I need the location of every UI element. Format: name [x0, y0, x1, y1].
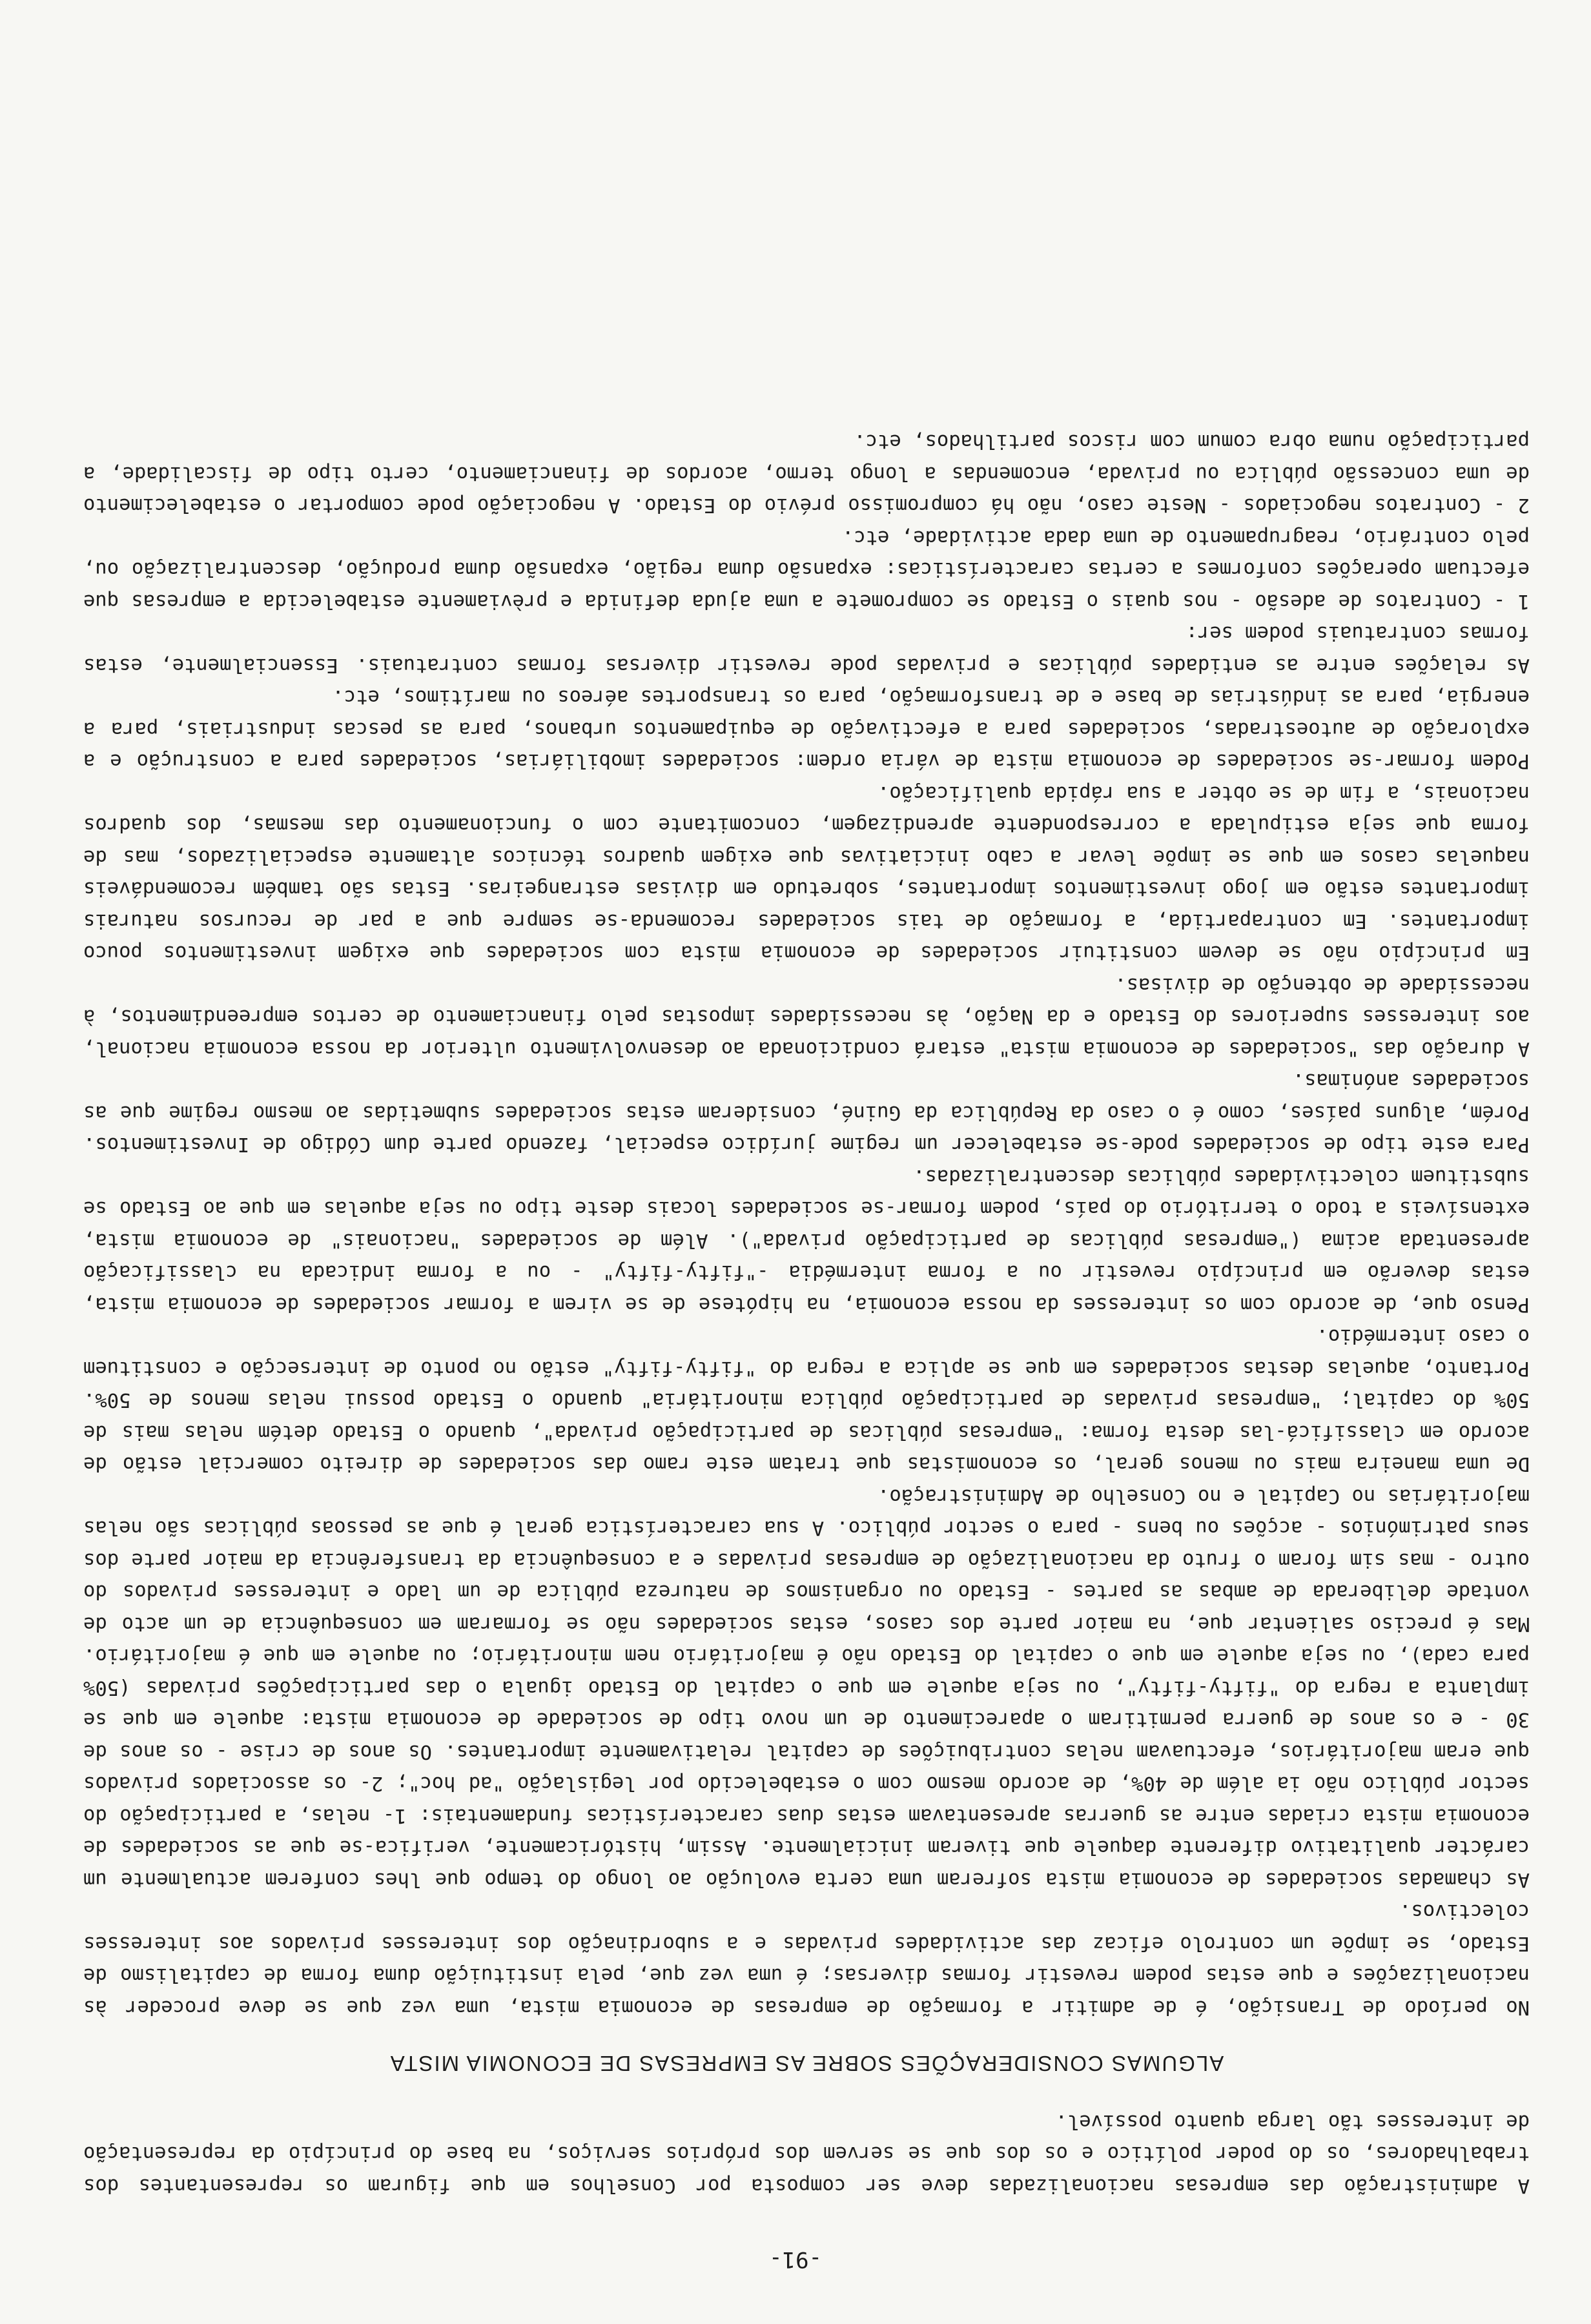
paragraph-adhesion-contracts: 1 - Contratos de adesão - nos quais o Estado se compromete a uma ajuda definida e prèviamente estabelecida a empresas que efectuam operações conformes a certas características: expansão duma região, expansão duma produção, descentralização ou, pelo contrário, reagrupamento de uma dada actividade, etc.: [83, 526, 1530, 613]
paragraph-classification: De uma maneira mais ou menos geral, os economistas que tratam este ramo das sociedades de direito comercial estão de acordo em classificá-las desta forma: "empresas públicas de participação privada", quando o Estado detém nelas mais de 50% do capital; "empresas privadas de participação pública minoritária" quando o Estado possui nelas menos de 50%. Portanto, aquelas destas sociedades em que se aplica a regra do "fifty-fifty" estão no ponto de intersecção e constituem o caso intermédio.: [83, 1325, 1530, 1476]
intro-paragraph: A administração das empresas nacionalizadas deve ser composta por Conselhos em que figuram os representantes dos trabalhadores, os do poder político e os dos que se servem dos próprios serviços, na base do princípio da representação de interesses tão larga quanto possível.: [83, 2110, 1530, 2197]
paragraph-negotiated-contracts: 2 - Contratos negociados - Neste caso, não há compromisso prévio do Estado. A negociação pode comportar o estabelecimento de uma concessão pública ou privada, encomendas a longo termo, acordos de financiamento, certo tipo de fiscalidade, a participação numa obra comum com riscos partilhados, etc.: [83, 430, 1530, 517]
paragraph-history: As chamadas sociedades de economia mista sofreram uma certa evolução ao longo do tempo que lhes conferem actualmente um carácter qualitativo diferente daquele que tiveram inicialmente. Assim, históricamente, verifica-se que as sociedades de economia mista criadas entre as guerras apresentavam estas duas características fundamentais: 1- nelas, a participação do sector público não ia além de 40%, de acordo mesmo com o estabelecido por legislação "ad hoc"; 2- os associados privados que eram majoritários, efectuavam nelas contribuições de capital relativamente importantes. Os anos de crise - os anos de 30 - e os anos de guerra permitiram o aparecimento de um novo tipo de sociedade de economia mista: aquele em que se implanta a regra do "fifty-fifty", ou seja aquele em que o capital do Estado iguala o das participações privadas (50% para cada), ou seja aquele em que o capital do Estado não é majoritário nem minoritário; ou aquele em que é majoritário. Mas é preciso salientar que, na maior parte dos casos, estas sociedades não se formaram em consequência de um acto de vontade deliberada de ambas as partes - Estado ou organismos de natureza pública de um lado e interesses privados do outro - mas sim foram o fruto da nacionalização de empresas privadas e a consequência da transferência da maior parte dos seus patrimónios - acções ou bens - para o sector público. A sua característica geral é que as pessoas públicas são nelas majoritárias no Capital e no Conselho de Administração.: [83, 1485, 1530, 1891]
paragraph-types: Podem formar-se sociedades de economia mista de vária ordem: sociedades imobiliárias, sociedades para a construção e a exploração de autoestradas, sociedades para a efectivação de equipamentos urbanos, para as pescas industriais, para a energia, para as indústrias de base e de transformação, para os transportes aéreos ou marítimos, etc.: [83, 686, 1530, 773]
paragraph-legal-regime: Para este tipo de sociedades pode-se estabelecer um regime jurídico especial, fazendo parte dum Código de Investimentos. Porém, alguns países, como é o caso da República da Guiné, consideram estas sociedades submetidas ao mesmo regime que as sociedades anónimas.: [83, 1069, 1530, 1156]
paragraph-transition: No período de Transição, é de admitir a formação de empresas de economia mista, uma vez que se deve proceder às nacionalizações e que estas podem revestir formas diversas; é uma vez que, pela instituição duma forma de capitalismo de Estado, se impõe um controlo eficaz das actividades privadas e a subordinação dos interesses privados aos interesses colectivos.: [83, 1900, 1530, 2019]
paragraph-principles: Em princípio não se devem constituir sociedades de economia mista com sociedades que exigem investimentos pouco importantes. Em contrapartida, a formação de tais sociedades recomenda-se sempre que a par de recursos naturais importantes estão em jogo investimentos importantes, sobretudo em divisas estrangeiras. Estas são também recomendáveis naquelas casos em que se impõe levar a cabo iniciativas que exigem quadros técnicos altamente especializados, mas de forma que seja estipulada a correspondente aprendizagem, concomitante com o funcionamento das mesmas, dos quadros nacionais, a fim de se obter a sua rápida qualificação.: [83, 782, 1530, 964]
section-heading: ALGUMAS CONSIDERAÇÕES SOBRE AS EMPRESAS DE ECONOMIA MISTA: [389, 2052, 1224, 2076]
paragraph-contract-forms: As relações entre as entidades públicas e privadas pode revestir diversas formas contratuais. Essencialmente, estas formas contratuais podem ser:: [83, 622, 1530, 677]
paragraph-duration: A duração das "sociedades de economia mista" estará condicionada ao desenvolvimento ulterior da nossa economia nacional, aos interesses superiores do Estado e da Nação, às necessidades impostas pelo financiamento de certos empreendimentos, à necessidade de obtenção de divisas.: [83, 973, 1530, 1060]
document-body: [83, 425, 1530, 2201]
paragraph-forms: Penso que, de acordo com os interesses da nossa economia, na hipótese de se virem a formar sociedades de economia mista, estas deverão em princípio revestir ou a forma intermédia -"fifty-fifty" - ou a forma indicada na classificação apresentada acima ("empresas públicas de participação privada"). Além de sociedades "nacionais" de economia mista, extensíveis a todo o território do país, podem formar-se sociedades locais deste tipo ou seja aquelas em que ao Estado se substituem colectividades públicas descentralizadas.: [83, 1165, 1530, 1316]
page-number: -91-: [769, 2247, 822, 2272]
